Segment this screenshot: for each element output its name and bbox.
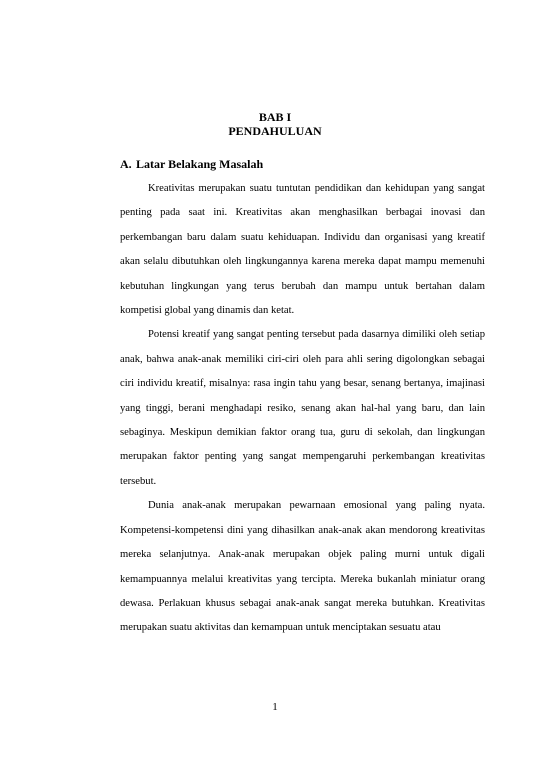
section-title: Latar Belakang Masalah: [136, 157, 264, 171]
page-number: 1: [272, 701, 278, 713]
paragraph-1: Kreativitas merupakan suatu tuntutan pendidikan dan kehidupan yang sangat penting pada saat ini. Kreativitas akan menghasilkan berbagai inovasi dan perkembangan baru dalam suatu kehiduapan. Individu dan organisasi yang kreatif akan selalu dibutuhkan oleh lingkungannya karena mereka dapat mampu memenuhi kebutuhan lingkungan yang terus berubah dan mampu untuk bertahan dalam kompetisi global yang dinamis dan ketat.: [120, 183, 485, 317]
paragraph-3: Dunia anak-anak merupakan pewarnaan emosional yang paling nyata. Kompetensi-kompetensi dini yang dihasilkan anak-anak akan mendorong kreativitas mereka selanjutnya. Anak-anak merupakan objek paling murni untuk digali kemampuannya melalui kreativitas yang tercipta. Mereka bukanlah miniatur orang dewasa. Perlakuan khusus sebagai anak-anak sangat mereka butuhkan. Kreativitas merupakan suatu aktivitas dan kemampuan untuk menciptakan sesuatu atau: [120, 500, 485, 634]
body-text: [120, 177, 485, 641]
chapter-number: BAB I: [258, 110, 292, 124]
paragraph-2: Potensi kreatif yang sangat penting tersebut pada dasarnya dimiliki oleh setiap anak, bahwa anak-anak memiliki ciri-ciri oleh para ahli sering digolongkan sebagai ciri individu kreatif, misalnya: rasa ingin tahu yang besar, senang bertanya, imajinasi yang tinggi, berani menghadapi resiko, senang akan hal-hal yang baru, dan lain sebaginya. Meskipun demikian faktor orang tua, guru di sekolah, dan lingkungan merupakan faktor penting yang sangat mempengaruhi perkembangan kreativitas tersebut.: [120, 329, 485, 487]
section-heading: [120, 157, 263, 171]
section-number: A.: [120, 157, 132, 171]
chapter-title: PENDAHULUAN: [228, 124, 322, 138]
